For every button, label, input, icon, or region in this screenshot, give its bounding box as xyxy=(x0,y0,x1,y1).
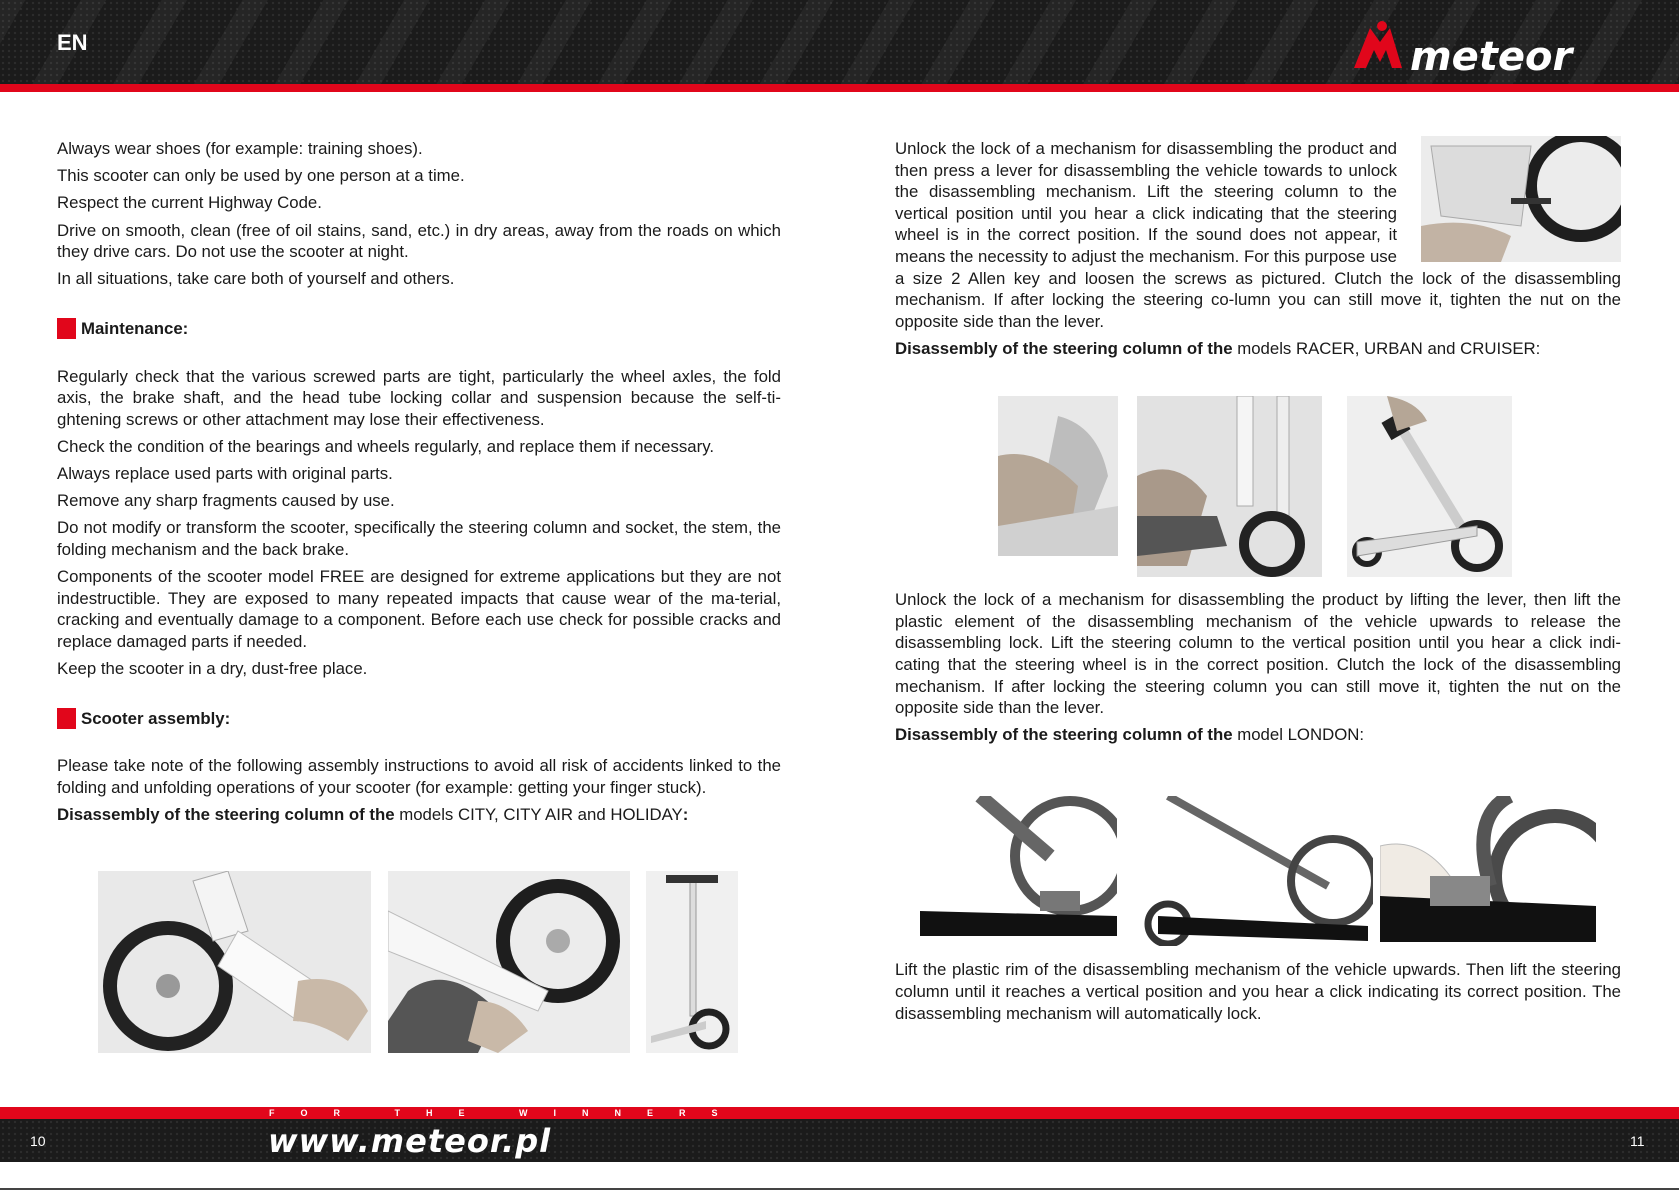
meteor-logo xyxy=(1340,20,1602,80)
maintenance-item: Do not modify or transform the scooter, specifically the steering column and socket, the stem, the folding mechanism and the back brake. xyxy=(57,518,781,560)
london-photo-3 xyxy=(1380,796,1596,942)
racer-photo-1 xyxy=(998,396,1118,556)
page-number-right: 11 xyxy=(1630,1133,1645,1149)
safety-item: Always wear shoes (for example: training shoes). xyxy=(57,139,423,158)
racer-disassembly-heading: Disassembly of the steering column of the models RACER, URBAN and CRUISER: xyxy=(895,338,1541,358)
section-marker-icon xyxy=(57,708,76,729)
svg-text:meteor: meteor xyxy=(1410,34,1573,80)
london-photo-2 xyxy=(1128,796,1373,946)
unlock-instructions-london: Lift the plastic rim of the disassembling mechanism of the vehicle upwards. Then lift the steering column until it reaches a vertical position and you hear a click indicating its correct position. The disassembling mechanism will automatically lock. xyxy=(895,960,1621,1023)
website-url: www.meteor.pl xyxy=(268,1122,552,1160)
racer-photo-3 xyxy=(1347,396,1512,577)
left-column xyxy=(57,138,781,831)
city-scooter-photo-3 xyxy=(646,871,738,1053)
footer-accent-bar xyxy=(0,1107,1679,1119)
safety-item: This scooter can only be used by one person at a time. xyxy=(57,166,465,186)
maintenance-heading: Maintenance: xyxy=(57,318,781,340)
section-marker-icon xyxy=(57,318,76,339)
assembly-text: Please take note of the following assembly instructions to avoid all risk of accidents linked to the folding and unfolding operations of your scooter (for example: getting your finger stuck). xyxy=(57,756,781,797)
unlock-instructions-city: Unlock the lock of a mechanism for disassembling the product and then press a lever for disassembling the vehicle towards to unlock the disassembling mechanism. Lift the steering column to the vertical position until you hear a click indicating that the steering wheel is in the correct position. If the sound does not appear, it means the necessity to adjust the mechanism. For this purpose use a size 2 Allen key and loosen the screws as pictured. Clutch the lock of the disassembling mechanism. If after locking the steering co-lumn you can still move it, tighten the nut on the opposite side than the lever. xyxy=(895,139,1621,331)
language-label: EN xyxy=(57,30,88,55)
city-scooter-photo-1 xyxy=(98,871,371,1053)
city-disassembly-heading: Disassembly of the steering column of the models CITY, CITY AIR and HOLIDAY: xyxy=(57,805,689,825)
maintenance-item: Components of the scooter model FREE are designed for extreme applications but they are not indestructible. They are exposed to many repeated impacts that cause wear of the ma-terial, cracking and eventually damage to a component. Before each use check for possible cracks and replace damaged parts if needed. xyxy=(57,567,781,652)
london-photo-1 xyxy=(920,796,1117,942)
tagline: FOR THE WINNERS xyxy=(269,1108,744,1118)
maintenance-item: Regularly check that the various screwed parts are tight, particularly the wheel axles, the fold axis, the brake shaft, and the head tube locking collar and suspension because the self-ti-ghtening screws or other attachment may lose their effectiveness. xyxy=(57,366,781,429)
allen-key-adjustment-photo xyxy=(1421,136,1621,262)
city-scooter-photo-2 xyxy=(388,871,630,1053)
safety-item: In all situations, take care both of yourself and others. xyxy=(57,269,455,289)
safety-item: Drive on smooth, clean (free of oil stains, sand, etc.) in dry areas, away from the roads on which they drive cars. Do not use the scooter at night. xyxy=(57,220,781,262)
page-number-left: 10 xyxy=(30,1133,46,1149)
unlock-instructions-racer: Unlock the lock of a mechanism for disassembling the product by lifting the lever, then lift the plastic element of the disassembling mechanism of the vehicle upwards to release the disassembling lock. Lift the steering column to the vertical position until you hear a click indi-cating that the steering wheel is in the correct position. Clutch the lock of the disassembling mechanism. If after locking the steering column you can still move it, tighten the nut on the opposite side than the lever. xyxy=(895,590,1621,718)
assembly-heading: Scooter assembly: xyxy=(57,708,781,730)
london-disassembly-heading: Disassembly of the steering column of the model LONDON: xyxy=(895,725,1365,745)
maintenance-item: Remove any sharp fragments caused by use. xyxy=(57,491,395,511)
maintenance-item: Always replace used parts with original parts. xyxy=(57,464,393,484)
header-accent-bar xyxy=(0,84,1679,92)
racer-photo-2 xyxy=(1137,396,1322,577)
maintenance-item: Keep the scooter in a dry, dust-free place. xyxy=(57,659,368,679)
page-footer xyxy=(0,1119,1679,1162)
bottom-divider xyxy=(0,1188,1679,1190)
maintenance-item: Check the condition of the bearings and wheels regularly, and replace them if necessary. xyxy=(57,436,715,456)
safety-item: Respect the current Highway Code. xyxy=(57,193,322,213)
